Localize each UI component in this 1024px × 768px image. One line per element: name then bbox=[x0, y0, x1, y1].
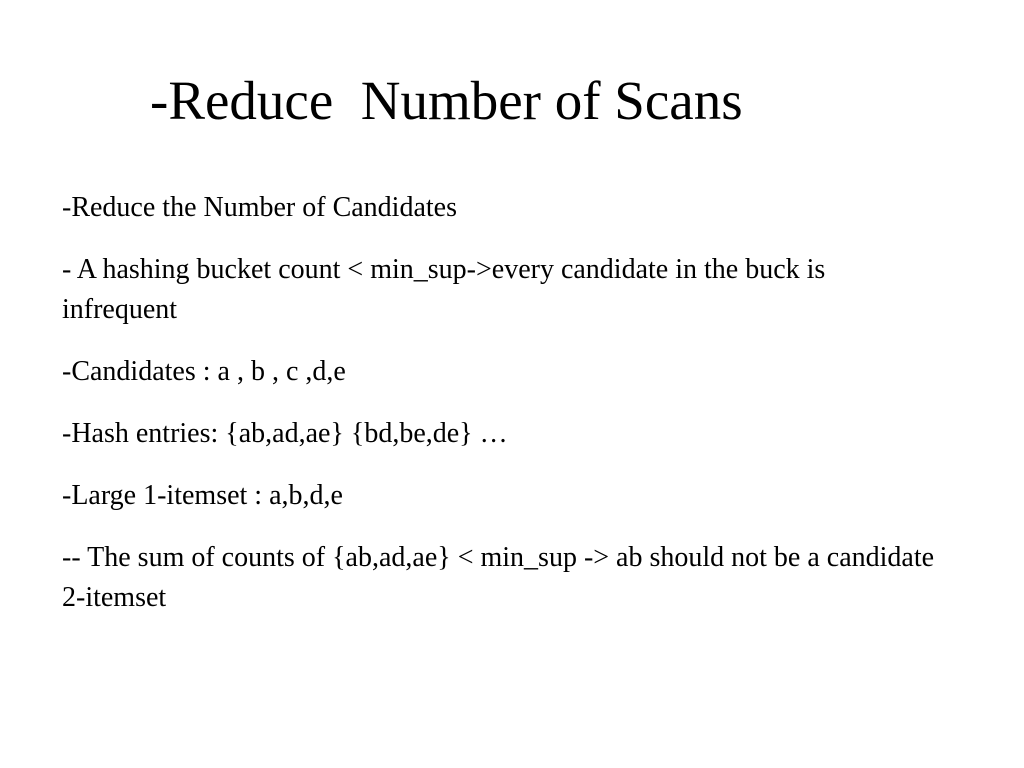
bullet-list bbox=[62, 188, 942, 640]
bullet-item: -Reduce the Number of Candidates bbox=[62, 192, 457, 223]
bullet-item: -Hash entries: {ab,ad,ae} {bd,be,de} … bbox=[62, 418, 508, 449]
bullet-item: -Candidates : a , b , c ,d,e bbox=[62, 356, 346, 387]
bullet-item: -- The sum of counts of {ab,ad,ae} < min_sup -> ab should not be a candidate 2-itemset bbox=[62, 542, 935, 613]
bullet-item: - A hashing bucket count < min_sup->every candidate in the buck is infrequent bbox=[62, 254, 826, 325]
slide-title: -Reduce Number of Scans bbox=[150, 70, 743, 131]
bullet-item: -Large 1-itemset : a,b,d,e bbox=[62, 480, 343, 511]
